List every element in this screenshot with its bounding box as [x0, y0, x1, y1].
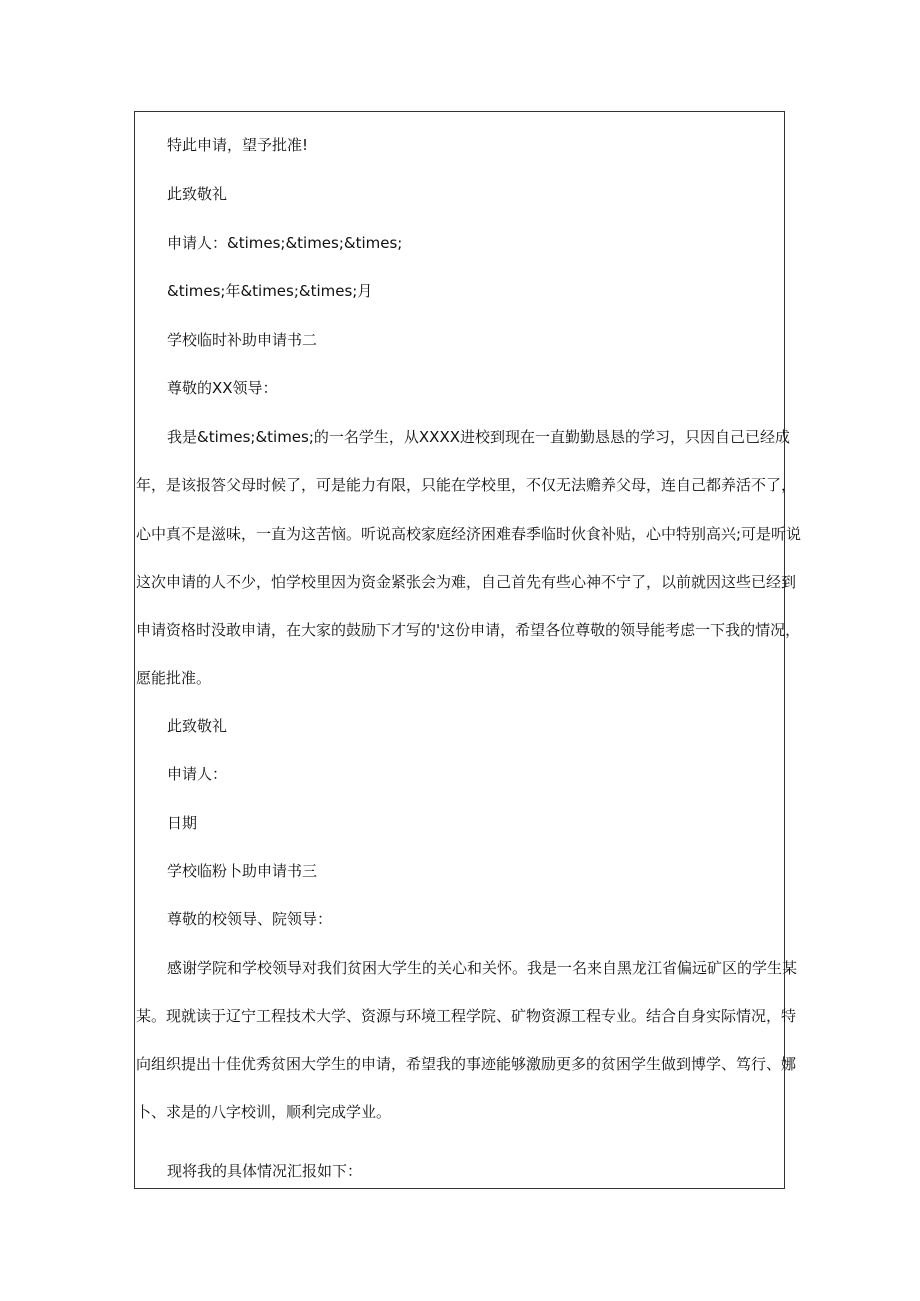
letter-2-body-line: 我是&times;&times;的一名学生，从XXXX进校到现在一直勤勤恳恳的学习，只因自己已经成 [167, 428, 791, 446]
letter-3-report-intro: 现将我的具体情况汇报如下： [167, 1162, 363, 1180]
salute-line: 此致敬礼 [167, 185, 228, 203]
letter-3-body-line: 某。现就读于辽宁工程技术大学、资源与环境工程学院、矿物资源工程专业。结合自身实际情况，特 [136, 1007, 797, 1025]
letter-2-body-line: 年，是该报答父母时候了，可是能力有限，只能在学校里，不仅无法赡养父母，连自己都养活不了， [136, 476, 797, 494]
letter-3-greeting: 尊敬的校领导、院领导： [167, 910, 333, 928]
date-line: &times;年&times;&times;月 [167, 282, 373, 300]
request-approval-line: 特此申请，望予批准! [167, 136, 309, 154]
letter-2-body-line: 愿能批准。 [136, 669, 212, 687]
letter-2-title: 学校临时补助申请书二 [167, 331, 318, 349]
letter-2-body-line: 申请资格时没敢申请，在大家的鼓励下才写的'这份申请，希望各位尊敬的领导能考虑一下我的情况， [136, 621, 801, 639]
applicant-line: 申请人：&times;&times;&times; [167, 234, 403, 252]
letter-2-body-line: 这次申请的人不少，怕学校里因为资金紧张会为难，自己首先有些心神不宁了，以前就因这些已经到 [136, 573, 797, 591]
letter-3-body-line: 向组织提出十佳优秀贫困大学生的申请，希望我的事迹能够激励更多的贫困学生做到博学、笃行、娜 [136, 1055, 797, 1073]
letter-2-salute: 此致敬礼 [167, 717, 228, 735]
letter-2-greeting: 尊敬的XX领导： [167, 379, 278, 397]
letter-3-title: 学校临粉卜助申请书三 [167, 862, 318, 880]
letter-3-body-line: 感谢学院和学校领导对我们贫困大学生的关心和关怀。我是一名来自黑龙江省偏远矿区的学生某 [167, 959, 798, 977]
letter-3-body-line: 卜、求是的八字校训，顺利完成学业。 [136, 1103, 392, 1121]
letter-2-date: 日期 [167, 814, 198, 832]
document-page-frame [134, 111, 802, 1189]
letter-2-applicant: 申请人： [167, 765, 228, 783]
letter-2-body-line: 心中真不是滋味，一直为这苦恼。听说高校家庭经济困难春季临时伙食补贴，心中特别高兴;可是听说 [136, 525, 802, 543]
